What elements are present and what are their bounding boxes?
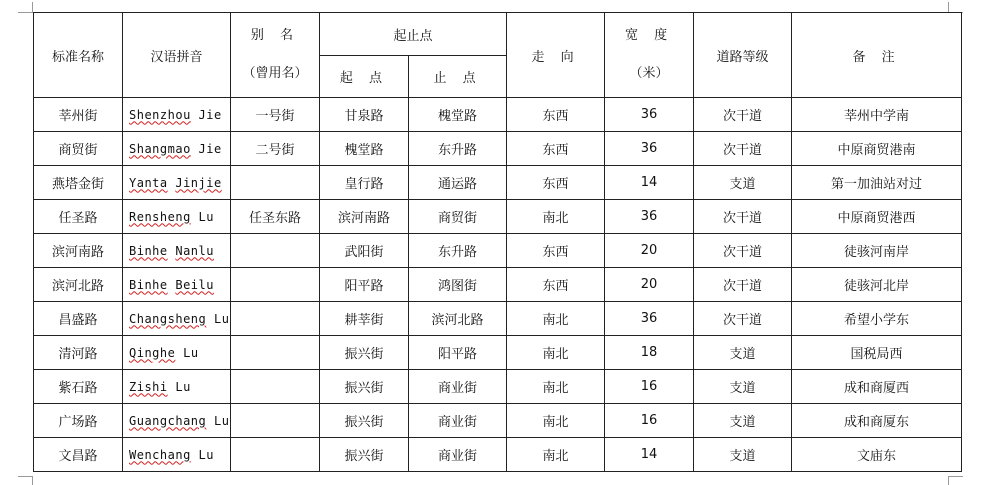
header-width-line1: 宽 度 bbox=[624, 28, 674, 43]
cell-pinyin bbox=[123, 438, 231, 472]
pinyin-word: Wenchang bbox=[129, 447, 191, 462]
pinyin-word: Lu bbox=[175, 379, 191, 394]
cell-width: 20 bbox=[605, 234, 694, 268]
cell-width: 16 bbox=[605, 370, 694, 404]
cell-end: 东升路 bbox=[409, 234, 507, 268]
cell-start: 皇行路 bbox=[320, 166, 409, 200]
cell-alias bbox=[231, 234, 320, 268]
cell-grade: 支道 bbox=[694, 166, 792, 200]
cell-start: 振兴街 bbox=[320, 370, 409, 404]
cell-grade: 次干道 bbox=[694, 200, 792, 234]
cell-direction: 南北 bbox=[507, 404, 605, 438]
cell-pinyin bbox=[123, 200, 231, 234]
cell-standard-name: 滨河北路 bbox=[34, 268, 123, 302]
cell-standard-name: 燕塔金街 bbox=[34, 166, 123, 200]
cell-direction: 南北 bbox=[507, 302, 605, 336]
cell-alias bbox=[231, 166, 320, 200]
cell-grade: 支道 bbox=[694, 336, 792, 370]
table-row bbox=[34, 234, 962, 268]
header-start-end: 起止点 bbox=[320, 13, 507, 56]
cell-direction: 东西 bbox=[507, 166, 605, 200]
cell-width: 16 bbox=[605, 404, 694, 438]
cell-remark: 希望小学东 bbox=[792, 302, 962, 336]
cell-direction: 东西 bbox=[507, 268, 605, 302]
cell-pinyin bbox=[123, 166, 231, 200]
table-body bbox=[34, 98, 962, 472]
cell-width: 14 bbox=[605, 438, 694, 472]
cell-pinyin bbox=[123, 268, 231, 302]
cell-direction: 东西 bbox=[507, 132, 605, 166]
table-row bbox=[34, 302, 962, 336]
cell-grade: 次干道 bbox=[694, 268, 792, 302]
cell-remark: 国税局西 bbox=[792, 336, 962, 370]
cell-end: 商贸街 bbox=[409, 200, 507, 234]
cell-pinyin bbox=[123, 370, 231, 404]
cell-grade: 支道 bbox=[694, 404, 792, 438]
cell-width: 36 bbox=[605, 302, 694, 336]
table-row bbox=[34, 438, 962, 472]
pinyin-word: Qinghe bbox=[129, 345, 176, 360]
pinyin-word: Rensheng bbox=[129, 209, 191, 224]
header-alias-line2: （曾用名） bbox=[242, 66, 308, 81]
header-end: 止 点 bbox=[409, 56, 507, 98]
cell-width: 18 bbox=[605, 336, 694, 370]
cell-end: 鸿图街 bbox=[409, 268, 507, 302]
pinyin-word: Jie bbox=[198, 107, 222, 122]
cell-pinyin bbox=[123, 404, 231, 438]
table-header bbox=[34, 13, 962, 98]
cell-standard-name: 昌盛路 bbox=[34, 302, 123, 336]
header-remark: 备 注 bbox=[792, 13, 962, 98]
table-row bbox=[34, 370, 962, 404]
cell-direction: 东西 bbox=[507, 98, 605, 132]
cell-alias: 二号街 bbox=[231, 132, 320, 166]
cell-width: 36 bbox=[605, 200, 694, 234]
pinyin-word: Beilu bbox=[175, 277, 214, 292]
cell-remark: 中原商贸港南 bbox=[792, 132, 962, 166]
cell-pinyin bbox=[123, 98, 231, 132]
cell-alias bbox=[231, 404, 320, 438]
cell-remark: 中原商贸港西 bbox=[792, 200, 962, 234]
cell-alias: 一号街 bbox=[231, 98, 320, 132]
cell-end: 商业街 bbox=[409, 404, 507, 438]
cell-direction: 南北 bbox=[507, 370, 605, 404]
pinyin-word: Lu bbox=[198, 209, 214, 224]
pinyin-word: Binhe bbox=[129, 277, 168, 292]
cell-remark: 成和商厦东 bbox=[792, 404, 962, 438]
cell-standard-name: 文昌路 bbox=[34, 438, 123, 472]
pinyin-word: Shenzhou bbox=[129, 107, 191, 122]
pinyin-word: Nanlu bbox=[175, 243, 214, 258]
cell-start: 甘泉路 bbox=[320, 98, 409, 132]
cell-alias bbox=[231, 268, 320, 302]
cell-pinyin bbox=[123, 132, 231, 166]
cell-end: 东升路 bbox=[409, 132, 507, 166]
cell-direction: 南北 bbox=[507, 438, 605, 472]
cell-start: 武阳街 bbox=[320, 234, 409, 268]
cell-remark: 莘州中学南 bbox=[792, 98, 962, 132]
cell-end: 阳平路 bbox=[409, 336, 507, 370]
cell-end: 商业街 bbox=[409, 370, 507, 404]
cell-grade: 支道 bbox=[694, 370, 792, 404]
cell-pinyin bbox=[123, 336, 231, 370]
cell-grade: 次干道 bbox=[694, 98, 792, 132]
cell-width: 36 bbox=[605, 132, 694, 166]
table-row bbox=[34, 166, 962, 200]
pinyin-word: Jinjie bbox=[175, 175, 222, 190]
pinyin-word: Zishi bbox=[129, 379, 168, 394]
table-row bbox=[34, 268, 962, 302]
pinyin-word: Lu bbox=[198, 447, 214, 462]
cell-start: 振兴街 bbox=[320, 438, 409, 472]
cell-grade: 次干道 bbox=[694, 234, 792, 268]
cell-start: 振兴街 bbox=[320, 404, 409, 438]
cell-start: 振兴街 bbox=[320, 336, 409, 370]
pinyin-word: Yanta bbox=[129, 175, 168, 190]
cell-start: 滨河南路 bbox=[320, 200, 409, 234]
margin-corner-mark bbox=[18, 2, 33, 13]
pinyin-word: Lu bbox=[183, 345, 199, 360]
cell-alias bbox=[231, 302, 320, 336]
cell-end: 通运路 bbox=[409, 166, 507, 200]
header-standard-name: 标准名称 bbox=[34, 13, 123, 98]
cell-direction: 南北 bbox=[507, 336, 605, 370]
pinyin-word: Jie bbox=[198, 141, 222, 156]
cell-standard-name: 清河路 bbox=[34, 336, 123, 370]
header-direction: 走 向 bbox=[507, 13, 605, 98]
cell-direction: 南北 bbox=[507, 200, 605, 234]
cell-grade: 次干道 bbox=[694, 132, 792, 166]
header-pinyin: 汉语拼音 bbox=[123, 13, 231, 98]
cell-end: 商业街 bbox=[409, 438, 507, 472]
cell-standard-name: 商贸街 bbox=[34, 132, 123, 166]
cell-remark: 徒骇河北岸 bbox=[792, 268, 962, 302]
road-name-table bbox=[33, 12, 962, 472]
table-row bbox=[34, 336, 962, 370]
cell-pinyin bbox=[123, 302, 231, 336]
table-row bbox=[34, 98, 962, 132]
cell-grade: 次干道 bbox=[694, 302, 792, 336]
cell-remark: 徒骇河南岸 bbox=[792, 234, 962, 268]
table-row bbox=[34, 404, 962, 438]
pinyin-word: Guangchang bbox=[129, 413, 207, 428]
cell-standard-name: 莘州街 bbox=[34, 98, 123, 132]
cell-remark: 文庙东 bbox=[792, 438, 962, 472]
header-width bbox=[605, 13, 694, 98]
header-alias bbox=[231, 13, 320, 98]
cell-alias bbox=[231, 438, 320, 472]
header-grade: 道路等级 bbox=[694, 13, 792, 98]
cell-direction: 东西 bbox=[507, 234, 605, 268]
cell-start: 耕莘街 bbox=[320, 302, 409, 336]
cell-remark: 成和商厦西 bbox=[792, 370, 962, 404]
cell-standard-name: 滨河南路 bbox=[34, 234, 123, 268]
pinyin-word: Lu bbox=[213, 413, 230, 428]
cell-end: 槐堂路 bbox=[409, 98, 507, 132]
cell-start: 槐堂路 bbox=[320, 132, 409, 166]
pinyin-word: Lu bbox=[213, 311, 230, 326]
cell-width: 36 bbox=[605, 98, 694, 132]
table-row bbox=[34, 132, 962, 166]
cell-alias: 任圣东路 bbox=[231, 200, 320, 234]
cell-grade: 支道 bbox=[694, 438, 792, 472]
cell-pinyin bbox=[123, 234, 231, 268]
pinyin-word: Shangmao bbox=[129, 141, 191, 156]
header-alias-line1: 别 名 bbox=[250, 28, 300, 43]
header-width-line2: （米） bbox=[629, 66, 669, 81]
cell-alias bbox=[231, 370, 320, 404]
cell-width: 20 bbox=[605, 268, 694, 302]
cell-standard-name: 任圣路 bbox=[34, 200, 123, 234]
cell-remark: 第一加油站对过 bbox=[792, 166, 962, 200]
cell-end: 滨河北路 bbox=[409, 302, 507, 336]
header-start: 起 点 bbox=[320, 56, 409, 98]
cell-width: 14 bbox=[605, 166, 694, 200]
cell-standard-name: 广场路 bbox=[34, 404, 123, 438]
table-row bbox=[34, 200, 962, 234]
pinyin-word: Changsheng bbox=[129, 311, 207, 326]
cell-alias bbox=[231, 336, 320, 370]
cell-standard-name: 紫石路 bbox=[34, 370, 123, 404]
pinyin-word: Binhe bbox=[129, 243, 168, 258]
cell-start: 阳平路 bbox=[320, 268, 409, 302]
